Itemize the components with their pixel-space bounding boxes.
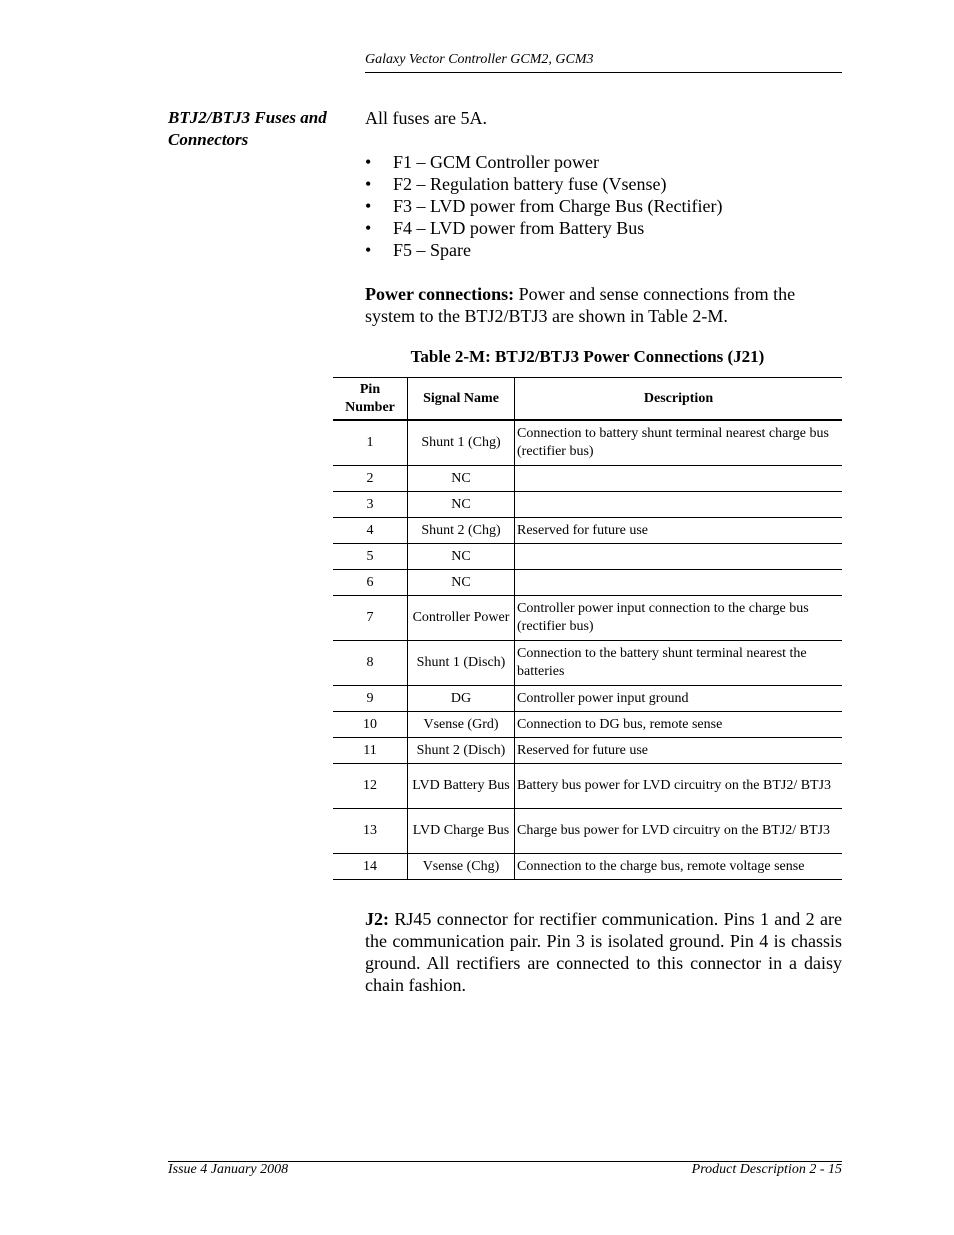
fuse-item: F5 – Spare [393, 240, 471, 260]
pin-cell: 12 [333, 764, 408, 809]
signal-cell: LVD Charge Bus [408, 809, 515, 854]
table-row [333, 712, 842, 738]
description-cell: Connection to the charge bus, remote voltage sense [515, 854, 843, 880]
column-header-pin: Pin Number [333, 378, 408, 421]
table-row [333, 466, 842, 492]
column-header-signal: Signal Name [408, 378, 515, 421]
table-row [333, 854, 842, 880]
table-caption: Table 2-M: BTJ2/BTJ3 Power Connections (J21) [410, 347, 765, 366]
description-cell: Reserved for future use [515, 518, 843, 544]
pin-cell: 4 [333, 518, 408, 544]
table-row [333, 738, 842, 764]
list-item [365, 239, 842, 261]
table-row [333, 809, 842, 854]
fuse-item: F3 – LVD power from Charge Bus (Rectifier) [393, 196, 723, 216]
bullet-icon: • [365, 152, 372, 172]
signal-cell: Vsense (Chg) [408, 854, 515, 880]
description-cell: Reserved for future use [515, 738, 843, 764]
table-header-row [333, 378, 842, 421]
power-connections-paragraph [365, 283, 842, 327]
list-item [365, 173, 842, 195]
bullet-icon: • [365, 240, 372, 260]
signal-cell: Vsense (Grd) [408, 712, 515, 738]
pin-cell: 9 [333, 686, 408, 712]
signal-cell: Controller Power [408, 596, 515, 641]
description-cell: Connection to DG bus, remote sense [515, 712, 843, 738]
table-row [333, 686, 842, 712]
power-connections-text: Power and sense connections from the system to the BTJ2/BTJ3 are shown in Table 2-M. [365, 284, 796, 326]
table-row [333, 544, 842, 570]
list-item [365, 151, 842, 173]
j2-paragraph [365, 908, 842, 996]
signal-cell: NC [408, 466, 515, 492]
table-row [333, 518, 842, 544]
pin-cell: 2 [333, 466, 408, 492]
signal-cell: Shunt 2 (Disch) [408, 738, 515, 764]
table-row [333, 570, 842, 596]
section-heading: BTJ2/BTJ3 Fuses and Connectors [168, 108, 327, 149]
fuse-item: F1 – GCM Controller power [393, 152, 599, 172]
table-row [333, 764, 842, 809]
pin-cell: 6 [333, 570, 408, 596]
description-cell: Connection to the battery shunt terminal nearest the batteries [515, 641, 843, 686]
bullet-icon: • [365, 196, 372, 216]
pin-cell: 7 [333, 596, 408, 641]
pin-cell: 13 [333, 809, 408, 854]
pin-cell: 8 [333, 641, 408, 686]
footer-page-label: Product Description 2 - 15 [691, 1162, 842, 1177]
footer-issue: Issue 4 January 2008 [168, 1162, 289, 1177]
signal-cell: LVD Battery Bus [408, 764, 515, 809]
power-connections-table [333, 377, 842, 880]
list-item [365, 195, 842, 217]
pin-cell: 11 [333, 738, 408, 764]
pin-cell: 1 [333, 420, 408, 466]
fuse-list [365, 151, 842, 261]
table-row [333, 492, 842, 518]
description-cell: Connection to battery shunt terminal nearest charge bus (rectifier bus) [515, 420, 843, 466]
signal-cell: Shunt 2 (Chg) [408, 518, 515, 544]
pin-cell: 10 [333, 712, 408, 738]
fuse-intro: All fuses are 5A. [365, 108, 487, 128]
table-row [333, 596, 842, 641]
running-header: Galaxy Vector Controller GCM2, GCM3 [365, 52, 842, 73]
description-cell: Controller power input ground [515, 686, 843, 712]
j2-label: J2: [365, 909, 389, 929]
power-connections-label: Power connections: [365, 284, 515, 304]
description-cell [515, 466, 843, 492]
table-row [333, 420, 842, 466]
bullet-icon: • [365, 218, 372, 238]
description-cell [515, 570, 843, 596]
signal-cell: NC [408, 570, 515, 596]
signal-cell: Shunt 1 (Disch) [408, 641, 515, 686]
table-row [333, 641, 842, 686]
description-cell [515, 492, 843, 518]
column-header-description: Description [515, 378, 843, 421]
description-cell: Battery bus power for LVD circuitry on the BTJ2/ BTJ3 [515, 764, 843, 809]
description-cell: Controller power input connection to the charge bus (rectifier bus) [515, 596, 843, 641]
j2-text: RJ45 connector for rectifier communication. Pins 1 and 2 are the communication pair. Pin 3 is isolated ground. Pin 4 is chassis ground. All rectifiers are connected to this connector in a daisy chain fashion. [365, 909, 842, 995]
list-item [365, 217, 842, 239]
signal-cell: DG [408, 686, 515, 712]
signal-cell: NC [408, 544, 515, 570]
main-content [365, 107, 842, 327]
pin-cell: 14 [333, 854, 408, 880]
pin-cell: 3 [333, 492, 408, 518]
description-cell: Charge bus power for LVD circuitry on the BTJ2/ BTJ3 [515, 809, 843, 854]
bullet-icon: • [365, 174, 372, 194]
pin-cell: 5 [333, 544, 408, 570]
fuse-item: F2 – Regulation battery fuse (Vsense) [393, 174, 667, 194]
signal-cell: Shunt 1 (Chg) [408, 420, 515, 466]
description-cell [515, 544, 843, 570]
fuse-item: F4 – LVD power from Battery Bus [393, 218, 645, 238]
signal-cell: NC [408, 492, 515, 518]
